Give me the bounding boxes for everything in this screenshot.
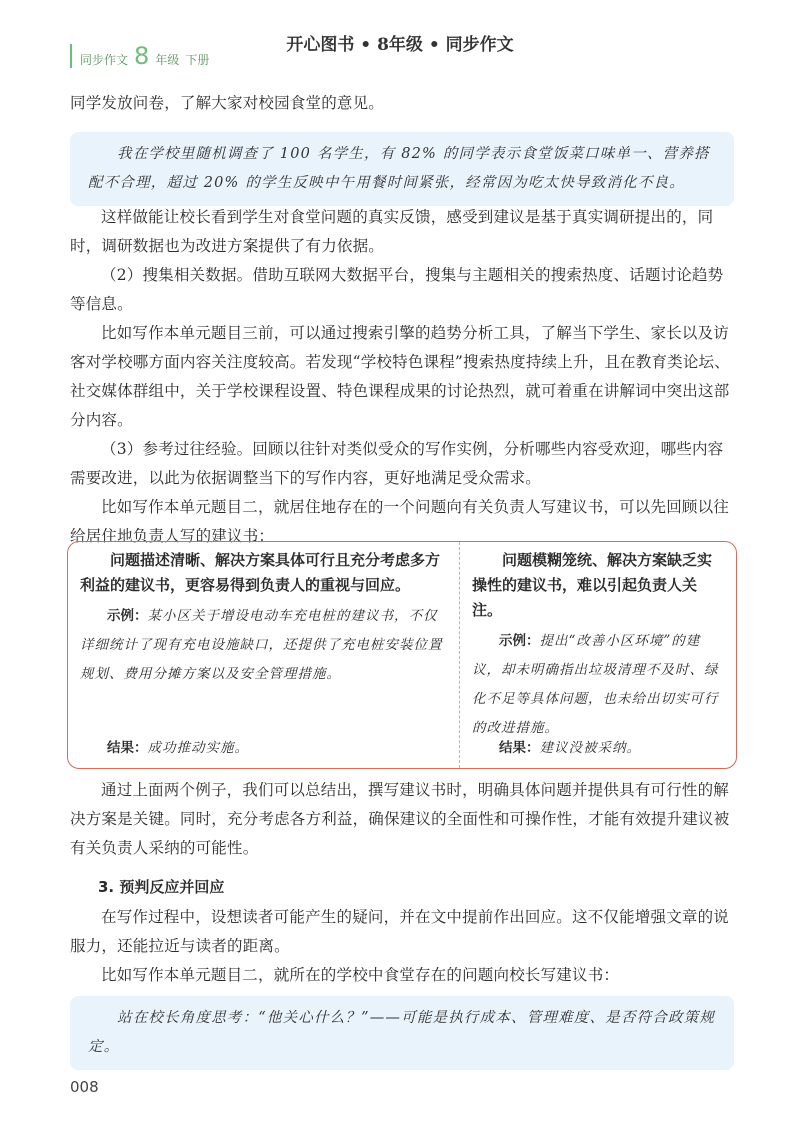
principal-quote: 站在校长角度思考：“他关心什么？”——可能是执行成本、管理难度、是否符合政策规定。 bbox=[70, 996, 734, 1070]
grade-label: 年级 bbox=[155, 53, 180, 67]
good-result-label: 结果： bbox=[107, 740, 148, 756]
paragraph-8: 在写作过程中，设想读者可能产生的疑问，并在文中提前作出回应。这不仅能增强文章的说服力，还能拉近与读者的距离。 bbox=[70, 908, 730, 955]
comparison-bad bbox=[460, 542, 736, 768]
section-heading-3: 3. 预判反应并回应 bbox=[98, 878, 225, 896]
good-result-text: 成功推动实施。 bbox=[147, 740, 249, 756]
paragraph-9: 比如写作本单元题目二，就所在的学校中食堂存在的问题向校长写建议书： bbox=[101, 966, 620, 984]
good-summary: 问题描述清晰、解决方案具体可行且充分考虑多方利益的建议书，更容易得到负责人的重视与回应。 bbox=[80, 551, 441, 594]
paragraph-3: （2）搜集相关数据。借助互联网大数据平台，搜集与主题相关的搜索热度、话题讨论趋势等信息。 bbox=[70, 266, 724, 313]
bad-summary: 问题模糊笼统、解决方案缺乏实操性的建议书，难以引起负责人关注。 bbox=[472, 551, 713, 619]
paragraph-4: 比如写作本单元题目三前，可以通过搜索引擎的趋势分析工具，了解当下学生、家长以及访客对学校哪方面内容关注度较高。若发现“学校特色课程”搜索热度持续上升，且在教育类论坛、社交媒体群组中，关于学校课程设置、特色课程成果的讨论热烈，就可着重在讲解词中突出这部分内容。 bbox=[70, 324, 730, 429]
bad-example-label: 示例： bbox=[499, 633, 540, 649]
grade-number: 8 bbox=[134, 42, 150, 70]
volume-label: 下册 bbox=[185, 53, 210, 67]
survey-quote: 我在学校里随机调查了 100 名学生，有 82% 的同学表示食堂饭菜口味单一、营养搭配不合理，超过 20% 的学生反映中午用餐时间紧张，经常因为吃太快导致消化不良。 bbox=[70, 132, 734, 206]
bad-example-text: 提出“改善小区环境”的建议，却未明确指出垃圾清理不及时、绿化不足等具体问题，也未给出切实可行的改进措施。 bbox=[472, 633, 719, 736]
good-example-text: 某小区关于增设电动车充电桩的建议书，不仅详细统计了现有充电设施缺口，还提供了充电桩安装位置规划、费用分摊方案以及安全管理措施。 bbox=[80, 608, 443, 682]
paragraph-6: 比如写作本单元题目二，就居住地存在的一个问题向有关负责人写建议书，可以先回顾以往给居住地负责人写的建议书： bbox=[70, 498, 730, 545]
book-title: 开心图书 • 8年级 • 同步作文 bbox=[286, 35, 514, 55]
good-result bbox=[80, 734, 249, 763]
series-name: 同步作文 bbox=[80, 53, 129, 67]
bad-result bbox=[472, 734, 641, 763]
paragraph-1: 同学发放问卷，了解大家对校园食堂的意见。 bbox=[70, 94, 385, 112]
paragraph-2: 这样做能让校长看到学生对食堂问题的真实反馈，感受到建议是基于真实调研提出的，同时，调研数据也为改进方案提供了有力依据。 bbox=[70, 208, 714, 255]
good-example-label: 示例： bbox=[107, 608, 148, 624]
bad-result-text: 建议没被采纳。 bbox=[539, 740, 641, 756]
paragraph-7: 通过上面两个例子，我们可以总结出，撰写建议书时，明确具体问题并提供具有可行性的解决方案是关键。同时，充分考虑各方利益，确保建议的全面性和可操作性，才能有效提升建议被有关负责人采纳的可能性。 bbox=[70, 781, 730, 857]
comparison-good bbox=[68, 542, 460, 768]
paragraph-5: （3）参考过往经验。回顾以往针对类似受众的写作实例，分析哪些内容受欢迎，哪些内容需要改进，以此为依据调整当下的写作内容，更好地满足受众需求。 bbox=[70, 440, 724, 487]
page-number: 008 bbox=[70, 1078, 99, 1096]
bad-example bbox=[472, 627, 724, 743]
comparison-box bbox=[67, 541, 737, 769]
bad-result-label: 结果： bbox=[499, 740, 540, 756]
good-example bbox=[80, 602, 447, 689]
